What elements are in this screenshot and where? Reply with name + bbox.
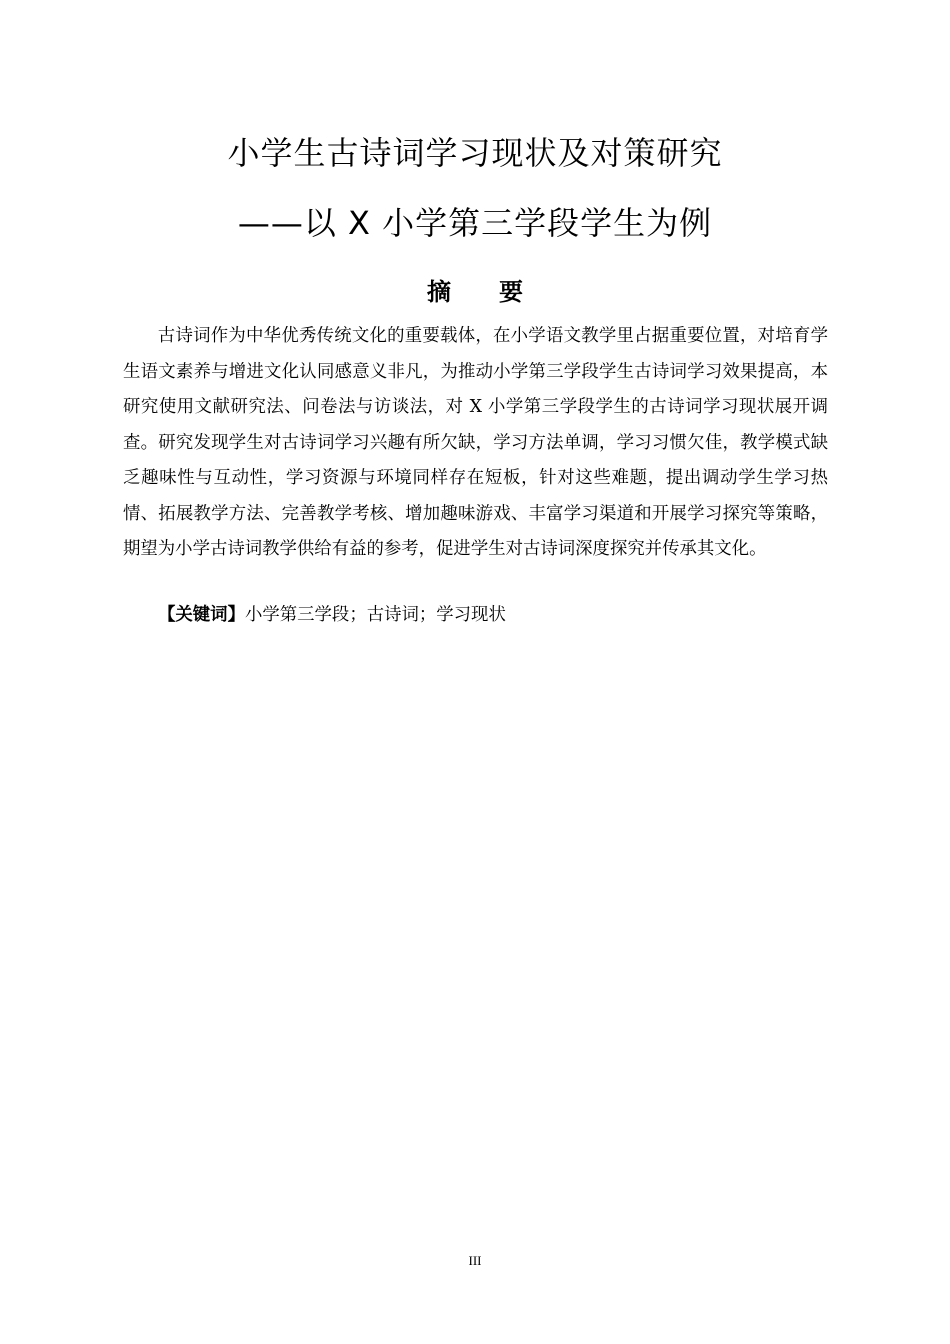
keywords-label: 【关键词】 <box>158 605 245 625</box>
page-number: III <box>468 1253 482 1268</box>
abstract-heading: 摘 要 <box>427 278 523 306</box>
paper-subtitle: ——以 X 小学第三学段学生为例 <box>237 204 713 242</box>
paper-title: 小学生古诗词学习现状及对策研究 <box>227 134 723 172</box>
keywords-text: 小学第三学段；古诗词；学习现状 <box>244 605 506 625</box>
keywords-line <box>158 598 828 634</box>
abstract-body: 古诗词作为中华优秀传统文化的重要载体，在小学语文教学里占据重要位置，对培育学生语文素养与增进文化认同感意义非凡，为推动小学第三学段学生古诗词学习效果提高，本研究使用文献研究法、问卷法与访谈法，对 X 小学第三学段学生的古诗词学习现状展开调查。研究发现学生对古诗词学习兴趣有所欠缺，学习方法单调，学习习惯欠佳，教学模式缺乏趣味性与互动性，学习资源与环境同样存在短板，针对这些难题，提出调动学生学习热情、拓展教学方法、完善教学考核、增加趣味游戏、丰富学习渠道和开展学习探究等策略，期望为小学古诗词教学供给有益的参考，促进学生对古诗词深度探究并传承其文化。 <box>123 326 828 559</box>
